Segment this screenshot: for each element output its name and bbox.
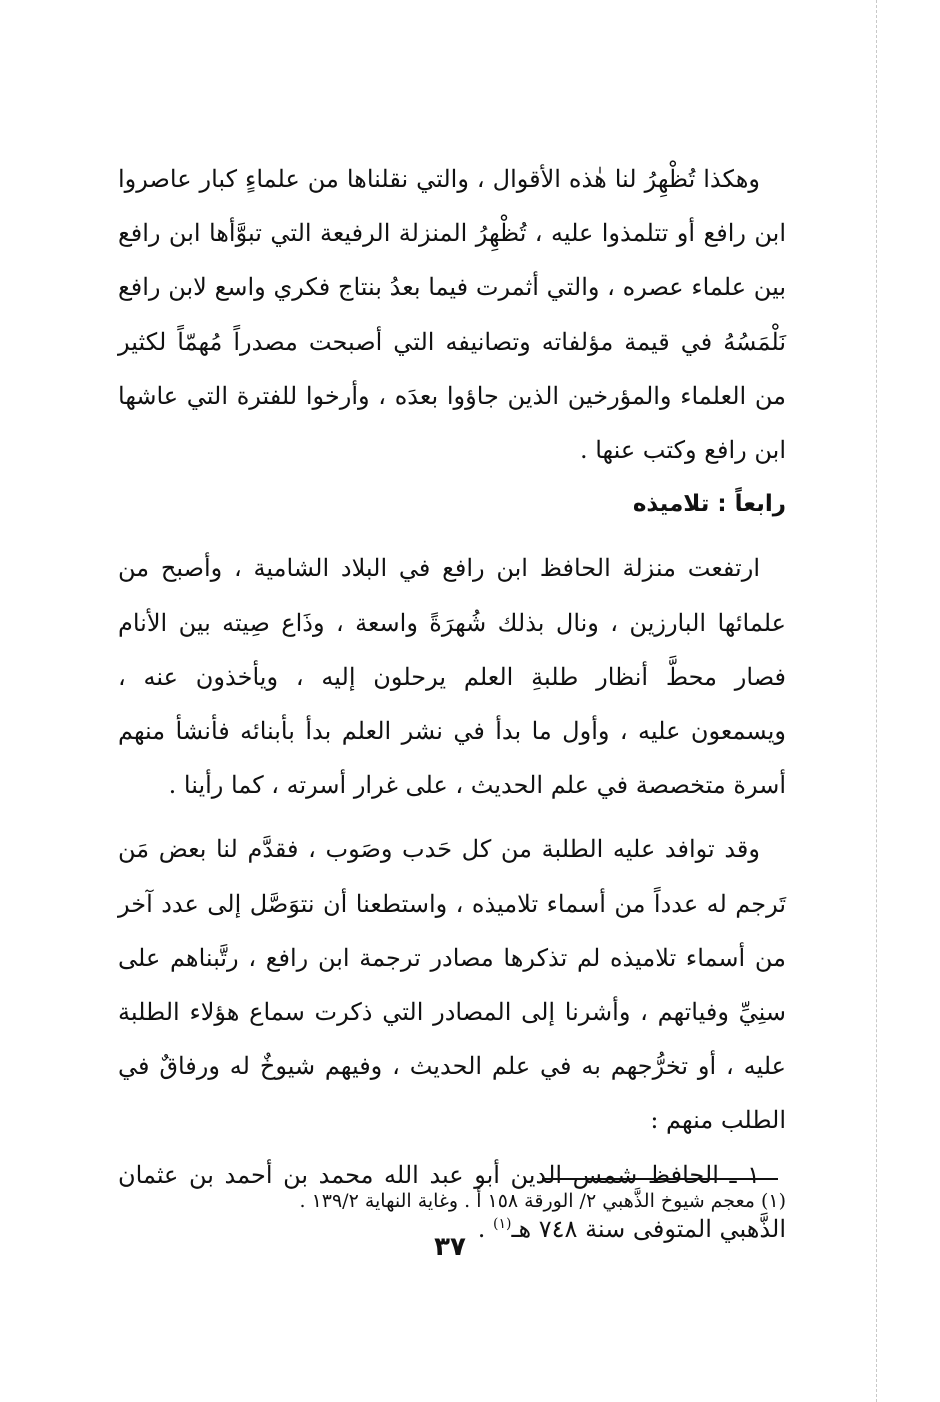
footnote-separator bbox=[542, 1178, 778, 1180]
page-number: ٣٧ bbox=[434, 1232, 466, 1262]
footnote-marker: (١) bbox=[492, 1215, 512, 1232]
section-heading: رابعاً : تلاميذه bbox=[632, 491, 786, 518]
page-body bbox=[118, 152, 786, 1256]
paragraph-2: ارتفعت منزلة الحافظ ابن رافع في البلاد الشامية ، وأصبح من علمائها البارزين ، ونال بذلك شُهرَةً واسعة ، وذَاع صِيته بين الأنام فصار محطَّ أنظار طلبةِ العلم يرحلون إليه ، ويأخذون عنه ، ويسمعون عليه ، وأول ما بدأ في نشر العلم بدأ بأبنائه فأنشأ منهم أسرة متخصصة في علم الحديث ، على غرار أسرته ، كما رأينا . bbox=[118, 554, 786, 800]
list-item-end: . bbox=[477, 1214, 493, 1243]
page-edge-line bbox=[876, 0, 877, 1402]
paragraph-1: وهكذا تُظْهِرُ لنا هٰذه الأقوال ، والتي نقلناها من علماءٍ كبار عاصروا ابن رافع أو تتلمذوا عليه ، تُظْهِرُ المنزلة الرفيعة التي تبوَّأها ابن رافع بين علماء عصره ، والتي أثمرت فيما بعدُ بنتاج فكري واسع لابن رافع نَلْمَسُهُ في قيمة مؤلفاته وتصانيفه التي أصبحت مصدراً مُهمّاً لكثير من العلماء والمؤرخين الذين جاؤوا بعدَه ، وأرخوا للفترة التي عاشها ابن رافع وكتب عنها . bbox=[118, 165, 786, 465]
list-item-text: ١ ـ الحافظ شمس الدين أبو عبد الله محمد بن أحمد بن عثمان الذَّهبي المتوفى سنة ٧٤٨ هـ bbox=[118, 1160, 786, 1243]
footnote: (١) معجم شيوخ الذَّهبي ٢/ الورقة ١٥٨ أ . وغاية النهاية ١٣٩/٢ . bbox=[299, 1190, 786, 1212]
paragraph-3: وقد توافد عليه الطلبة من كل حَدب وصَوب ، فقدَّم لنا بعض مَن تَرجم له عدداً من أسماء تلاميذه ، واستطعنا أن نتوَصَّل إلى عدد آخر من أسماء تلاميذه لم تذكرها مصادر ترجمة ابن رافع ، رتَّبناهم على سنِيِّ وفياتهم ، وأشرنا إلى المصادر التي ذكرت سماع هؤلاء الطلبة عليه ، أو تخرُّجهم به في علم الحديث ، وفيهم شيوخٌ له ورفاقٌ في الطلب منهم : bbox=[118, 835, 786, 1135]
